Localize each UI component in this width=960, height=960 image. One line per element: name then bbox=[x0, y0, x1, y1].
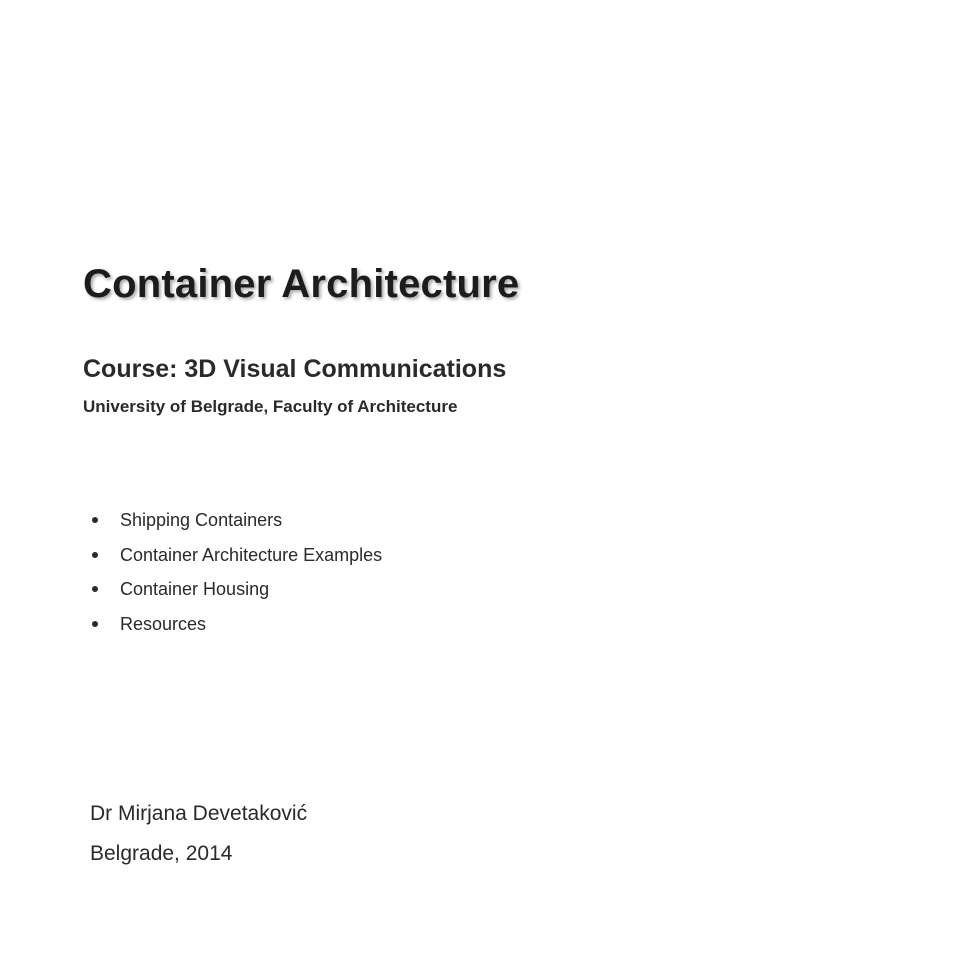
list-item bbox=[92, 577, 382, 612]
slide-title: Container Architecture bbox=[83, 262, 520, 306]
institution-subtitle: University of Belgrade, Faculty of Architecture bbox=[83, 397, 458, 416]
bullet-icon bbox=[92, 517, 98, 523]
author-name: Dr Mirjana Devetaković bbox=[90, 802, 308, 825]
bullet-icon bbox=[92, 552, 98, 558]
list-item bbox=[92, 508, 382, 543]
list-item-label: Container Architecture Examples bbox=[120, 544, 383, 565]
list-item-label: Shipping Containers bbox=[120, 510, 283, 530]
list-item bbox=[92, 543, 382, 578]
place-date: Belgrade, 2014 bbox=[90, 842, 233, 865]
list-item-label: Resources bbox=[120, 613, 207, 634]
list-item bbox=[92, 612, 382, 647]
topic-list bbox=[92, 508, 382, 646]
bullet-icon bbox=[92, 586, 98, 592]
course-subtitle: Course: 3D Visual Communications bbox=[83, 355, 507, 383]
list-item-label: Container Housing bbox=[120, 579, 270, 599]
bullet-icon bbox=[92, 621, 98, 627]
